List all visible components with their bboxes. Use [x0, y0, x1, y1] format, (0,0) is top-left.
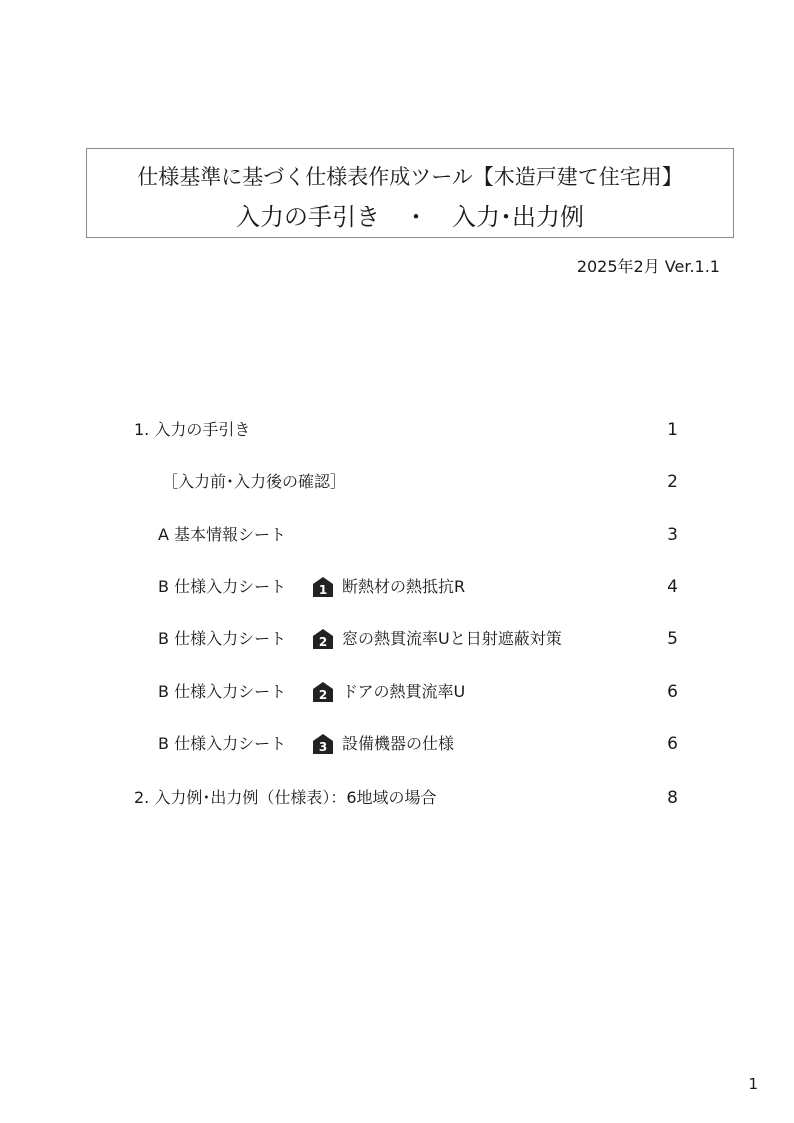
- toc-row[interactable]: [0, 731, 794, 757]
- toc-page: 3: [667, 525, 678, 545]
- toc-label: 1. 入力の手引き: [134, 420, 251, 439]
- toc-row[interactable]: [0, 679, 794, 705]
- toc-label: 2. 入力例･出力例（仕様表）：6地域の場合: [134, 788, 437, 807]
- toc-page: 4: [667, 577, 678, 597]
- toc-row[interactable]: [0, 626, 794, 652]
- toc-page: 6: [667, 682, 678, 702]
- house-number-2-icon: [312, 681, 334, 703]
- house-number-3-icon: [312, 733, 334, 755]
- date-version: 2025年2月 Ver.1.1: [576, 257, 720, 276]
- toc-row[interactable]: [0, 574, 794, 600]
- toc-label: A 基本情報シート: [158, 525, 287, 544]
- toc-row[interactable]: [0, 417, 794, 443]
- document-subtitle: 入力の手引き ・ 入力･出力例: [236, 203, 584, 231]
- toc-topic: 設備機器の仕様: [342, 734, 455, 753]
- toc-label: ［入力前･入力後の確認］: [162, 472, 347, 491]
- toc-page: 6: [667, 734, 678, 754]
- badge-number: 2: [318, 635, 328, 649]
- house-number-2-icon: [312, 628, 334, 650]
- toc-topic: 断熱材の熱抵抗R: [342, 577, 466, 596]
- toc-label: B 仕様入力シート: [158, 682, 287, 701]
- toc-row[interactable]: [0, 522, 794, 548]
- house-number-1-icon: [312, 576, 334, 598]
- page-number: 1: [748, 1075, 758, 1093]
- toc-label: B 仕様入力シート: [158, 734, 287, 753]
- toc-page: 2: [667, 472, 678, 492]
- toc-topic: 窓の熱貫流率Uと日射遮蔽対策: [342, 629, 562, 648]
- document-title: 仕様基準に基づく仕様表作成ツール【木造戸建て住宅用】: [137, 165, 683, 189]
- toc-page: 1: [667, 420, 678, 440]
- badge-number: 2: [318, 688, 328, 702]
- toc-label: B 仕様入力シート: [158, 629, 287, 648]
- toc-topic: ドアの熱貫流率U: [342, 682, 466, 701]
- toc-page: 8: [667, 788, 678, 808]
- toc-row[interactable]: [0, 785, 794, 811]
- toc-label: B 仕様入力シート: [158, 577, 287, 596]
- badge-number: 3: [318, 740, 328, 754]
- title-box: [86, 148, 734, 238]
- badge-number: 1: [318, 583, 328, 597]
- toc-page: 5: [667, 629, 678, 649]
- toc-row[interactable]: [0, 469, 794, 495]
